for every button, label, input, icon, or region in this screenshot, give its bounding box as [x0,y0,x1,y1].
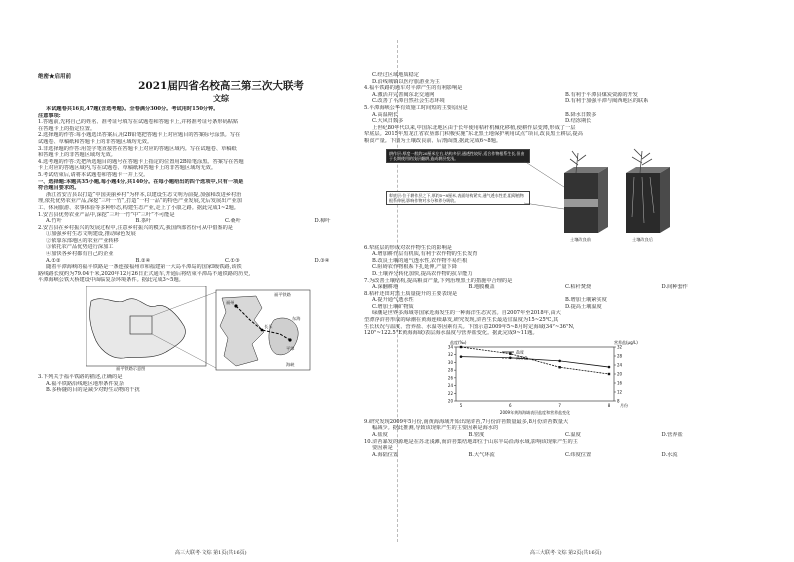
option-c[interactable]: C.改善了平潭自然社会生态环境 [372,98,445,105]
q1-intro [38,192,404,212]
x-tick-label: 7 [558,402,561,408]
q9-intro-line: 生长状况与温度、营养盐、水温等因素有关。下图示意2009年5~8月时定海域(34°~36°N, [364,323,575,330]
section1-heading: 一、选择题:本题共35小题,每小题4分,共140分。在每小题给出的四个选项中,只有一项是 [38,178,244,185]
q4-options-row1 [364,92,758,99]
q6-option-a[interactable]: A.增加耕作层有机质,有利于农作物的生长发育 [372,251,478,258]
left-tick-label: 26 [447,375,453,381]
option-b[interactable]: B.密度 [468,432,485,439]
right-tick-label: 20 [617,371,623,377]
left-tick-label: 20 [447,398,453,404]
q2-item-1: ①加强乡村生态文明建设,推动绿色发展 [46,231,136,238]
right-tick-label: 28 [617,353,623,359]
notice-item-line: 5.考试结束后,请将本试题卷和答题卡一并上交。 [38,171,149,178]
q8-options-row2 [364,304,758,311]
map-label-changle: 长乐 [264,324,273,330]
q3-intro-line: 平潭海峡公铁大桥建设中面临复杂环境条件。据此完成3~5题。 [38,277,184,284]
series-point-0 [558,359,561,362]
q2-item-4: ④加快各乡村都有自己的企业 [46,251,114,258]
q9-stem: 9.研究发现2009年5月份,南黄海海域开始出现浒苔,7月份浒苔数量最多,8月份浒苔数量大 [364,418,569,425]
salinity-nutrient-chart [364,337,758,419]
q3-option-b[interactable]: B.多桥隧的目的是减少对野生动物的干扰 [46,387,140,394]
q6-stem: 6.犁底层的形成对农作物生长的影响是 [364,244,452,251]
x-axis-label: 月份 [620,402,628,408]
q1-stem: 1.安吉县优势农业产品中,深挖“三叶一竹”中“三叶”不可能是 [38,211,175,218]
option-c[interactable]: C.①③ [225,257,240,264]
series-point-0 [608,366,611,369]
option-c[interactable]: C.秸秆焚烧 [565,284,592,291]
right-page [364,72,758,534]
q6-option-d[interactable]: D.土壤养分转化加快,提高农作物的抗旱能力 [372,270,473,277]
map-label-fuzhou: 福州 [226,300,235,306]
q1-intro-line: 工、休闲旅游、农事体验等多种形态,构建生态产业,走上了小康之路。据此完成1~2题。 [38,204,239,211]
right-axis-label: 营养盐(μg/L) [614,339,638,345]
option-d[interactable]: D.营养盐 [661,432,683,439]
right-tick-label: 8 [617,398,620,404]
plot-frame [456,347,614,401]
caption-after: 土壤改良后 [632,236,653,242]
left-tick-label: 24 [447,382,453,388]
right-tick-label: 16 [617,380,623,386]
q3-intro [38,264,404,284]
q4-stem: 4.福平铁路的通车对平潭产生的有利影响是 [364,85,463,92]
q2-item-2: ②依靠东部地区的农业产业转移 [46,237,119,244]
option-d[interactable]: D.间种套作 [661,284,688,291]
series-line-0 [461,356,609,366]
q7-stem: 7.为改善土壤结构,提高粮食产量,下列治理黑土的措施中合理的是 [364,277,513,284]
option-c[interactable]: C.桑叶 [225,218,241,225]
option-a[interactable]: A.海陆位置 [372,451,399,458]
q5-options-row2 [364,118,758,125]
x-tick-label: 5 [459,402,463,408]
notice-item-line: 3.非选择题的作答:用签字笔直接答在答题卡上对应的答题区域内。写在试题卷、草稿纸 [38,145,237,152]
option-a[interactable]: A.深翻耕地 [372,284,399,291]
x-tick-label: 8 [607,402,611,408]
left-tick-label: 28 [447,367,453,373]
q3-option-d[interactable]: D.沿线城镇以医疗旅游业为主 [372,78,440,85]
notice-item-line: 试题卷、草稿纸和答题卡上的非答题区域均无效。 [38,138,153,145]
option-b[interactable]: B.地膜覆盖 [468,284,495,291]
left-tick-label: 22 [447,390,453,396]
map-label-sea: 东海 [292,316,301,322]
notice-list [38,119,404,178]
option-b[interactable]: B.降水日数多 [565,111,597,118]
left-tick-label: 34 [447,344,453,350]
option-c[interactable]: C.温度 [565,432,581,439]
paper-info: 本试题卷共16页,47题(含选考题)。全卷满分300分。考试用时150分钟。 [46,106,219,112]
q6-intro-line: 粮食产量。下图为土壤改良前、后剖面图,据此完成6~8题。 [364,137,502,144]
legend-label-1: 营养盐 [516,355,528,361]
q2-stem: 2.安吉县在乡村振兴的发展过程中,注意乡村振兴的模式,我国西部省份可从中借鉴的是 [38,224,233,231]
q9-intro [364,310,758,336]
q3-intro-line: 随着平潭海峡的福平铁路是一条连接福州市和福建第一大岛平潭岛的国家Ⅰ级铁路,该铁 [46,264,242,271]
map-caption: 福平铁路示意图 [116,366,146,372]
q6-option-c[interactable]: C.阻碍农作物根系下扎延伸,产量下降 [372,264,457,271]
q6-intro [364,125,758,145]
notice-item-line: 1.答题前,先将自己的姓名、准考证号填写在试题卷和答题卡上,并将准考证号条形码粘贴 [38,119,239,126]
option-d[interactable]: D.樟叶 [314,218,331,225]
q7-options [364,284,758,291]
option-a[interactable]: A.高温期长 [372,111,399,118]
q6-option-b[interactable]: B.改良土壤的通气透水性,农作物不易烂根 [372,257,468,264]
option-a[interactable]: A.盐度 [372,432,388,439]
right-tick-label: 24 [617,362,623,368]
map-label-railway: 福平铁路 [274,292,291,298]
q10-stem-2: 要因素是 [372,445,393,452]
notice-item-line: 4.选考题的作答:先把所选题目的题号在答题卡上指定的位置用2B铅笔涂黑。答案写在答题 [38,158,244,165]
notice-title: 注意事项: [38,112,61,119]
map-graphic [86,286,312,374]
secret-mark: 绝密★启用前 [38,74,72,80]
q6-intro-line: 犁底层。2015年黑龙江省农垦部门积极实施“东北黑土地保护利用试点”项目,改良黑土耕层,提高 [364,131,583,138]
chart-svg [364,337,758,419]
q3-intro-line: 路线路长度约为79.04千米,2020年12月26日正式通车,开通后将结束平潭岛不通铁路的历史, [38,270,251,277]
railway-map [86,286,312,374]
q1-intro-line: 理,依托优势农业产品,深挖“三叶一竹”,打造“一村一品”的特色产业发展,先后发展出产业加 [38,198,242,205]
option-d[interactable]: D.③④ [314,257,330,264]
q6-intro-line: 上世纪80年代以来,中国东北地区由于长年使用秸秆机械化移植,使耕作层变薄,形成了一层 [372,124,576,131]
series-point-0 [460,355,463,358]
q9-stem-2: 幅减少。据此推测,导致该现象产生的主要因素是海水的 [372,425,499,432]
notice-item-line: 在答题卡上的指定位置。 [38,125,96,132]
caption-before: 土壤改良前 [570,236,591,242]
map-label-strait: 海峡 [286,362,295,368]
q8-options-row1 [364,297,758,304]
option-a[interactable]: A.激活并完善闽东北交通网 [372,91,435,98]
option-a[interactable]: A.提升通气透水性 [372,297,414,304]
q10-stem: 10.浒苔暴发的源地是在苏北浅滩,而浒苔集结地却位于山东半岛沿海水域,影响该现象产生的主 [364,438,578,445]
left-tick-label: 30 [447,359,453,365]
notice-item-line: 和答题卡上的非答题区域均无效。 [38,152,116,159]
option-d[interactable]: D.有利于加强平潭与闽西地区的联系 [565,98,649,105]
option-d[interactable]: D.结冻期长 [565,118,592,125]
right-tick-label: 32 [617,344,623,350]
q1-options [38,218,404,225]
q5-stem: 5.平潭海峡公华有效施工时间短的主要原因是 [364,104,468,111]
plow-pan-note: 犁底层:位于耕作层之下,厚约5~8厘米,表面结构紧实,通气透水性差,阻碍植物根系伸展,影响作物对水分和养分吸收。 [386,191,530,205]
map-label-pingtan: 平潭 [286,346,295,352]
series-point-1 [509,352,511,354]
option-b[interactable]: B.②④ [135,257,151,264]
soil-blocks [364,147,758,245]
section1-heading-2: 符合题目要求的。 [38,185,80,192]
option-d[interactable]: D.提高土壤温度 [565,303,602,310]
option-b[interactable]: B.增加土壤紧实度 [565,297,607,304]
q4-options-row2 [364,98,758,105]
tillage-layer-note: 耕作层:厚度一般约20厘米左右,结构多层,通透性较好,适合作物根系生长,但由于长期使用的浅层翻耕,造成耕层变浅。 [386,149,530,163]
option-c[interactable]: C.大风日数多 [372,118,404,125]
option-d[interactable]: D.水流 [661,451,678,458]
soil-profile-figure [364,147,758,245]
q3-option-a[interactable]: A.福平铁路沿线地区地形条件复杂 [46,380,125,387]
left-axis-label: 盐度(‰) [450,339,467,345]
series-line-1 [461,347,609,374]
q5-options-row1 [364,112,758,119]
notice-item-line: 2.选择题的作答:每小题选出答案后,用2B铅笔把答题卡上对应题目的答案标号涂黑。写在 [38,132,241,139]
exam-title: 2021届四省名校高三第三次大联考 [138,80,304,92]
exam-subject: 文综 [213,93,229,103]
chart-title: 2009年黄海海域表层盐度和营养盐变化 [499,409,571,415]
option-b[interactable]: B.大气环流 [468,451,495,458]
q2-options [38,258,404,265]
option-a[interactable]: A.竹叶 [46,218,62,225]
option-c[interactable]: C.增加土壤矿物质 [372,303,414,310]
footer-left: 高三大联考·文综 第1页(共16页) [175,550,247,556]
q9-options [364,432,758,439]
footer-right: 高三大联考·文综 第2页(共16页) [530,550,602,556]
q10-options [364,452,758,459]
option-b[interactable]: B.有利于平潭县煤炭资源的开发 [565,91,638,98]
left-page [38,52,404,534]
option-b[interactable]: B.茶叶 [135,218,152,225]
q3-option-c[interactable]: C.经过区域地质稳定 [372,72,419,78]
q9-intro-line: 120°~122.5°E黄海海域)表层海水温度与营养盐变化。据此完成9~11题。 [364,330,538,337]
series-point-1 [608,373,610,375]
legend-label-0: 盐度 [516,349,524,355]
q9-intro-line: 型漂浮浒苔形成的绿潮在黄海连续暴发,研究发现,浒苔生长最适宜温度为15~25℃,其 [364,317,559,324]
q1-intro-line: 浙江省安吉县以打造“中国美丽乡村”为样本,以建设生态文明为前提,加强和改进乡村治 [46,191,242,198]
option-a[interactable]: A.①② [46,257,61,264]
q3-stem: 3.下列关于福平铁路的描述,正确的是 [38,374,123,381]
option-c[interactable]: C.纬度位置 [565,451,592,458]
series-point-1 [558,366,560,368]
x-tick-label: 6 [509,402,512,408]
series-point-1 [460,346,462,348]
notice-item-line: 卡上对应的答题区域内,写在试题卷、草稿纸和答题卡上的非答题区域均无效。 [38,165,217,172]
q2-item-3: ③依托农产品优势进行深加工 [46,244,114,251]
left-tick-label: 32 [447,352,453,358]
right-tick-label: 12 [617,389,623,395]
q8-stem: 8.秸秆还田对黑土质量提升的主要表现是 [364,290,458,297]
q9-intro-line: 绿潮是世界多海域等国家近海发生的一种海洋生态灾害。自2007年至2018年,由大 [372,310,561,317]
